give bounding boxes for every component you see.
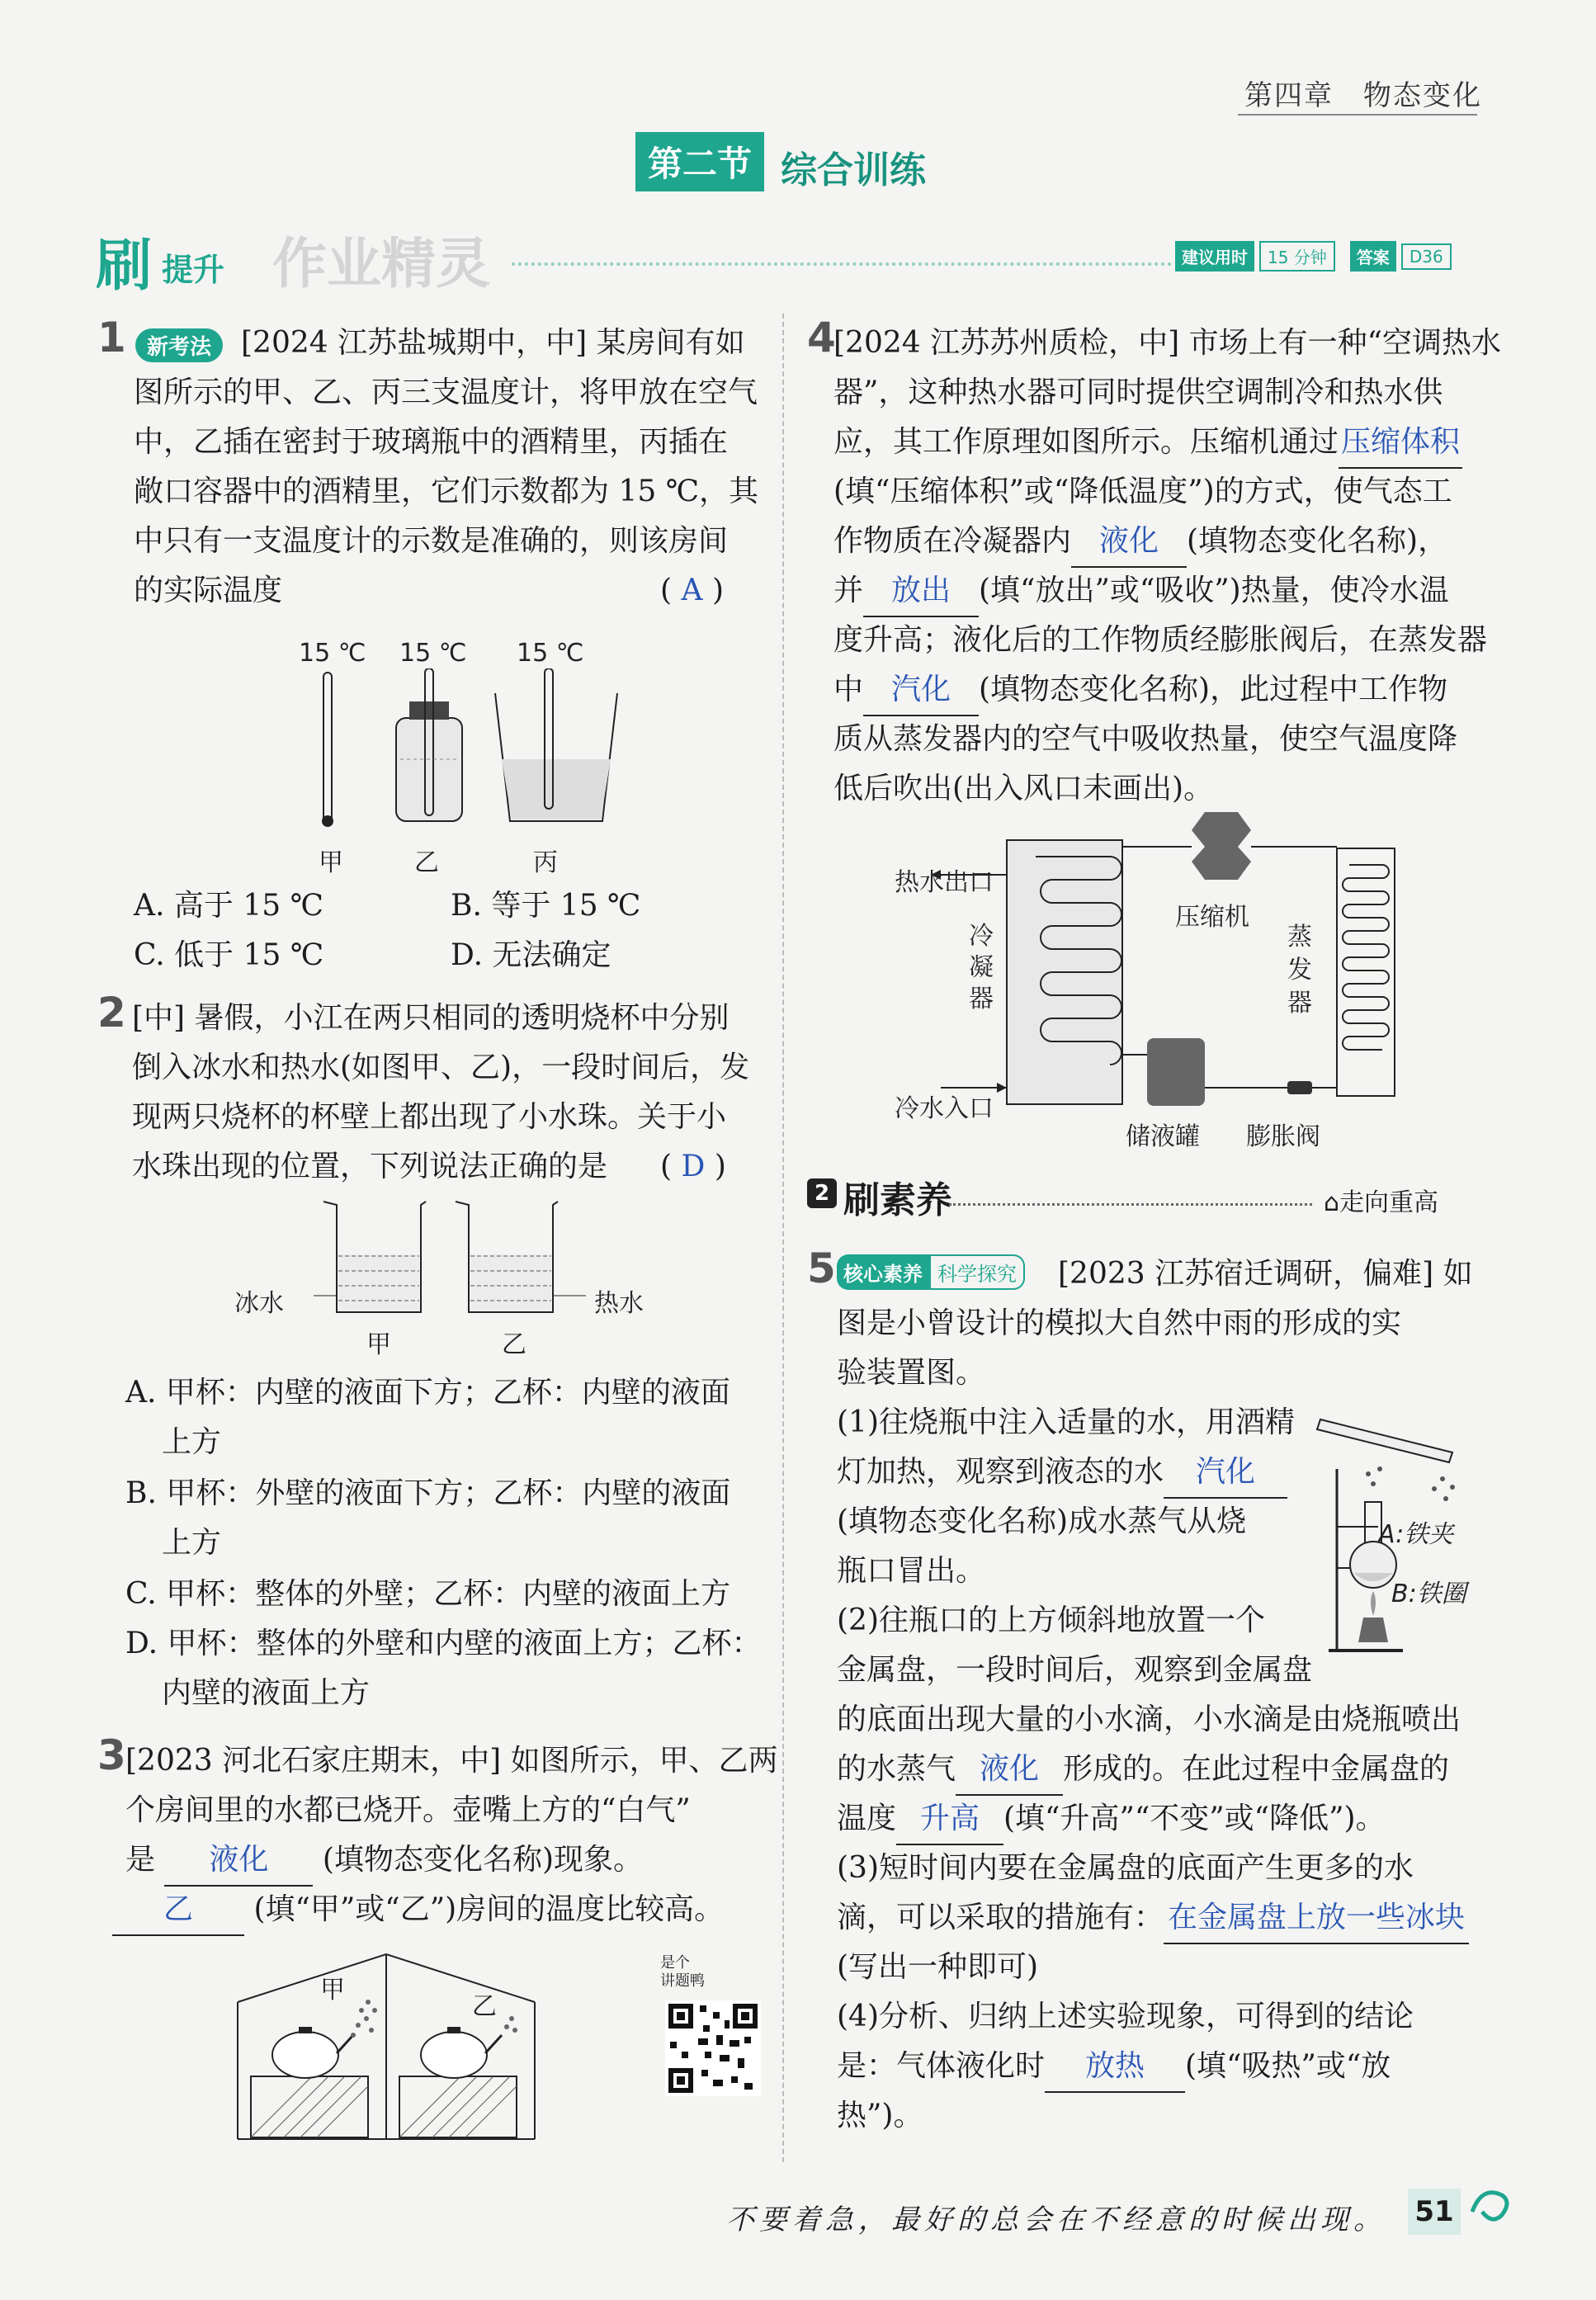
q5-p3c: (写出一种即可) xyxy=(837,1950,1039,1984)
q5-p2e: 温度 升高 (填“升高”“不变”或“降低”)。 xyxy=(837,1794,1386,1845)
q5-p3a: (3)短时间内要在金属盘的底面产生更多的水 xyxy=(837,1851,1414,1885)
suyang-divider xyxy=(949,1203,1312,1206)
q4-tank-label: 储液罐 xyxy=(1126,1122,1200,1151)
q4-number: 4 xyxy=(807,314,836,361)
q1-line2: 图所示的甲、乙、丙三支温度计，将甲放在空气 xyxy=(134,375,758,409)
section-title: 综合训练 xyxy=(781,149,926,191)
q5-tag1: 核心素养 xyxy=(837,1254,929,1290)
q5-p1c: (填物态变化名称)成水蒸气从烧 xyxy=(837,1504,1247,1538)
q1-answer-paren: ( A ) xyxy=(660,574,724,607)
q5-line2: 图是小曾设计的模拟大自然中雨的形成的实 xyxy=(837,1306,1402,1340)
q5-p2d: 的水蒸气 液化 形成的。在此过程中金属盘的 xyxy=(837,1745,1449,1796)
q5-blank2: 液化 xyxy=(956,1745,1063,1796)
q1-tag: 新考法 xyxy=(135,328,223,362)
q4-blank1: 压缩体积 xyxy=(1339,418,1462,469)
q5-label-b: B:铁圈 xyxy=(1391,1580,1466,1608)
q4-line7: 度升高；液化后的工作物质经膨胀阀后，在蒸发器 xyxy=(833,623,1488,657)
q4-condenser-label: 冷 凝 器 xyxy=(969,922,994,1013)
q4-line2: 器”，这种热水器可同时提供空调制冷和热水供 xyxy=(833,375,1443,409)
q5-blank3: 升高 xyxy=(896,1794,1003,1845)
q2-option-b2: 上方 xyxy=(162,1526,222,1560)
brand-sub: 提升 xyxy=(162,252,225,288)
q2-answer-paren: ( D ) xyxy=(660,1150,726,1183)
q2-hot-water-label: 热水 xyxy=(594,1289,644,1318)
q1-number: 1 xyxy=(97,314,126,361)
q1-temp-b: 15 ℃ xyxy=(399,639,467,668)
q3-blank2: 乙 xyxy=(112,1885,244,1936)
q5-tag2: 科学探究 xyxy=(929,1254,1025,1290)
q4-evaporator-label: 蒸 发 器 xyxy=(1287,923,1312,1018)
q3-line3: 是 液化 (填物态变化名称)现象。 xyxy=(125,1835,643,1887)
q5-p4c: 热”)。 xyxy=(837,2099,923,2132)
q2-ice-water-label: 冰水 xyxy=(234,1289,284,1318)
q5-label-a: A:铁夹 xyxy=(1378,1520,1454,1549)
brand-mark: 刷 xyxy=(96,234,153,299)
q2-option-a2: 上方 xyxy=(162,1425,222,1459)
dotted-divider xyxy=(512,262,1172,266)
q1-option-b: B. 等于 15 ℃ xyxy=(451,889,641,923)
q5-p4b: 是：气体液化时 放热 (填“吸热”或“放 xyxy=(837,2042,1391,2093)
q2-beaker-figure xyxy=(314,1197,594,1320)
q1-line3: 中，乙插在密封于玻璃瓶中的酒精里，丙插在 xyxy=(134,425,729,459)
q2-line3: 现两只烧杯的杯壁上都出现了小水珠。关于小 xyxy=(132,1100,727,1134)
q2-option-b1: B. 甲杯：外壁的液面下方；乙杯：内壁的液面 xyxy=(125,1476,731,1510)
q2-number: 2 xyxy=(97,989,126,1037)
q5-blank4: 在金属盘上放一些冰块 xyxy=(1164,1893,1469,1944)
suyang-right: ⌂走向重高 xyxy=(1324,1188,1439,1217)
q5-p4a: (4)分析、归纳上述实验现象，可得到的结论 xyxy=(837,2000,1414,2033)
q2-option-d2: 内壁的液面上方 xyxy=(162,1676,371,1710)
q1-option-a: A. 高于 15 ℃ xyxy=(134,889,323,923)
q4-line6: 并 放出 (填“放出”或“吸收”)热量，使冷水温 xyxy=(833,566,1449,617)
answer-page: D36 xyxy=(1401,243,1452,270)
q3-line4: 乙 (填“甲”或“乙”)房间的温度比较高。 xyxy=(112,1885,724,1936)
answer-label: 答案 xyxy=(1350,241,1396,272)
q5-blank1: 汽化 xyxy=(1164,1448,1287,1499)
q3-line2: 个房间里的水都已烧开。壶嘴上方的“白气” xyxy=(125,1793,691,1827)
q3-number: 3 xyxy=(97,1731,126,1779)
q4-line1: [2024 江苏苏州质检，中] 市场上有一种“空调热水 xyxy=(833,326,1501,360)
q2-answer: D xyxy=(681,1150,706,1183)
q5-number: 5 xyxy=(807,1244,836,1292)
header-divider xyxy=(1238,114,1477,116)
q3-line1: [2023 河北石家庄期末，中] 如图所示，甲、乙两 xyxy=(125,1744,778,1778)
q1-label-c: 丙 xyxy=(533,848,558,877)
q5-line1: [2023 江苏宿迁调研，偏难] 如 xyxy=(1058,1257,1473,1291)
q2-label-b: 乙 xyxy=(502,1330,526,1359)
q4-blank3: 放出 xyxy=(863,566,979,617)
q5-p2a: (2)往瓶口的上方倾斜地放置一个 xyxy=(837,1603,1265,1637)
column-divider xyxy=(782,314,784,2162)
school-icon: ⌂ xyxy=(1324,1188,1340,1217)
q4-line8: 中 汽化 (填物态变化名称)，此过程中工作物 xyxy=(833,665,1447,716)
q3-rooms-figure xyxy=(229,1953,543,2147)
q1-option-c: C. 低于 15 ℃ xyxy=(134,938,324,972)
q1-temp-a: 15 ℃ xyxy=(299,639,366,668)
time-value: 15 分钟 xyxy=(1259,241,1335,272)
q5-p3b: 滴，可以采取的措施有： 在金属盘上放一些冰块 xyxy=(837,1893,1469,1944)
q4-line5: 作物质在冷凝器内 液化 (填物态变化名称)， xyxy=(833,517,1447,568)
q4-compressor-label: 压缩机 xyxy=(1175,903,1249,932)
q3-label-b: 乙 xyxy=(472,1992,497,2021)
q4-cold-in-label: 冷水入口 xyxy=(895,1094,994,1123)
q4-line3: 应，其工作原理如图所示。压缩机通过压缩体积 xyxy=(833,418,1462,469)
q1-line6: 的实际温度 xyxy=(134,574,283,607)
q1-option-d: D. 无法确定 xyxy=(451,938,611,972)
q3-label-a: 甲 xyxy=(320,1976,345,2005)
qr-code[interactable] xyxy=(665,2000,761,2096)
swirl-icon xyxy=(1466,2179,1515,2232)
q2-line4: 水珠出现的位置，下列说法正确的是 xyxy=(132,1150,608,1183)
q4-line9: 质从蒸发器内的空气中吸收热量，使空气温度降 xyxy=(833,722,1458,756)
q4-line4: (填“压缩体积”或“降低温度”)的方式，使气态工 xyxy=(833,475,1452,508)
suyang-title: 刷素养 xyxy=(843,1179,952,1221)
q2-option-c: C. 甲杯：整体的外壁；乙杯：内壁的液面上方 xyxy=(125,1577,731,1611)
qr-caption: 是个 讲题鸭 xyxy=(660,1954,705,1990)
q3-blank1: 液化 xyxy=(164,1835,313,1887)
q1-line4: 敞口容器中的酒精里，它们示数都为 15 ℃，其 xyxy=(134,475,758,508)
q4-valve-label: 膨胀阀 xyxy=(1246,1122,1320,1151)
q1-line1: [2024 江苏盐城期中，中] 某房间有如 xyxy=(241,326,745,360)
footer-motto: 不要着急，最好的总会在不经意的时候出现。 xyxy=(726,2203,1386,2236)
section-number: 第二节 xyxy=(635,132,764,191)
q4-hot-out-label: 热水出口 xyxy=(895,868,994,897)
q5-line3: 验装置图。 xyxy=(837,1356,986,1390)
q2-line2: 倒入冰水和热水(如图甲、乙)，一段时间后，发 xyxy=(132,1051,750,1084)
q5-p1b: 灯加热，观察到液态的水 汽化 xyxy=(837,1448,1287,1499)
q5-tags xyxy=(837,1254,1025,1290)
q5-p2c: 的底面出现大量的小水滴，小水滴是由烧瓶喷出 xyxy=(837,1703,1461,1736)
q5-p2b: 金属盘，一段时间后，观察到金属盘 xyxy=(837,1653,1313,1687)
page-number: 51 xyxy=(1408,2189,1461,2235)
q2-label-a: 甲 xyxy=(366,1330,391,1359)
time-badges xyxy=(1175,241,1452,272)
time-label: 建议用时 xyxy=(1175,241,1254,272)
q2-option-d1: D. 甲杯：整体的外壁和内壁的液面上方；乙杯： xyxy=(125,1627,762,1660)
q1-label-b: 乙 xyxy=(414,848,439,877)
q1-temp-c: 15 ℃ xyxy=(517,639,584,668)
q1-thermometer-figure xyxy=(297,668,644,834)
q1-answer: A xyxy=(681,574,703,607)
q5-p1a: (1)往烧瓶中注入适量的水，用酒精 xyxy=(837,1405,1295,1439)
q2-option-a1: A. 甲杯：内壁的液面下方；乙杯：内壁的液面 xyxy=(125,1376,730,1410)
q4-blank4: 汽化 xyxy=(863,665,979,716)
suyang-badge: 2 xyxy=(807,1178,837,1208)
q2-line1: [中] 暑假，小江在两只相同的透明烧杯中分别 xyxy=(132,1001,730,1035)
q5-p1d: 瓶口冒出。 xyxy=(837,1554,986,1588)
chapter-header: 第四章 物态变化 xyxy=(1244,79,1482,112)
q1-label-a: 甲 xyxy=(319,848,343,877)
q4-line10: 低后吹出(出入风口未画出)。 xyxy=(833,772,1214,805)
watermark: 作业精灵 xyxy=(272,232,490,295)
q1-line5: 中只有一支温度计的示数是准确的，则该房间 xyxy=(134,524,729,558)
q4-blank2: 液化 xyxy=(1071,517,1187,568)
q5-blank5: 放热 xyxy=(1045,2042,1185,2093)
